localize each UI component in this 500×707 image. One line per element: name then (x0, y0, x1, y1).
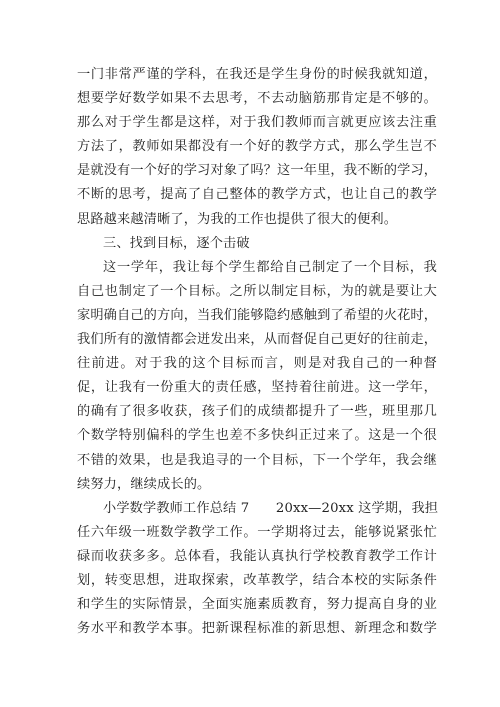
text-line: 不错的效果，也是我追寻的一个目标，下一个学年，我会继 (77, 452, 437, 468)
section-heading: 三、找到目标，逐个击破 (103, 235, 250, 251)
text-line: 续努力，继续成长的。 (77, 476, 211, 492)
text-line: 我们所有的激情都会迸发出来，从而督促自己更好的往前走， (77, 332, 438, 348)
text-line: 划，转变思想，进取探索，改革教学，结合本校的实际条件 (77, 572, 437, 588)
text-line: 和学生的实际情景，全面实施素质教育，努力提高自身的业 (77, 597, 437, 613)
text-line: 碌而收获多多。总体看，我能认真执行学校教育教学工作计 (77, 548, 437, 564)
text-line: 的确有了很多收获，孩子们的成绩都提升了一些，班里那几 (77, 404, 437, 420)
text-line: 一门非常严谨的学科，在我还是学生身份的时候我就知道， (77, 67, 437, 82)
text-line: 家明确自己的方向，当我们能够隐约感触到了希望的火花时， (77, 307, 438, 323)
text-line: 个数学特别偏科的学生也差不多快纠正过来了。这是一个很 (77, 428, 437, 444)
text-line: 思路越来越清晰了，为我的工作也提供了很大的便利。 (77, 211, 398, 227)
text-line: 不断的思考，提高了自己整体的教学方式，也让自己的教学 (77, 187, 437, 203)
text-line: 任六年级一班数学教学工作。一学期将过去，能够说紧张忙 (77, 524, 437, 540)
text-line: 方法了，教师如果都没有一个好的教学方式，那么学生岂不 (77, 139, 437, 155)
text-line: 是就没有一个好的学习对象了吗？这一年里，我不断的学习， (77, 163, 438, 179)
text-line: 小学数学教师工作总结 7 20xx—20xx 这学期，我担 (103, 500, 439, 516)
text-line: 想要学好数学如果不去思考，不去动脑筋那肯定是不够的。 (77, 91, 437, 107)
text-line: 那么对于学生都是这样，对于我们教师而言就更应该去注重 (77, 115, 437, 131)
text-line: 自己也制定了一个目标。之所以制定目标，为的就是要让大 (77, 283, 437, 299)
document-body-text (77, 63, 437, 641)
text-line: 促，让我有一份重大的责任感，坚持着往前进。这一学年， (77, 380, 437, 396)
text-line: 往前进。对于我的这个目标而言，则是对我自己的一种督 (77, 356, 437, 372)
text-line: 这一学年，我让每个学生都给自己制定了一个目标，我 (103, 259, 437, 275)
text-line: 务水平和教学本事。把新课程标准的新思想、新理念和数学 (77, 621, 437, 637)
